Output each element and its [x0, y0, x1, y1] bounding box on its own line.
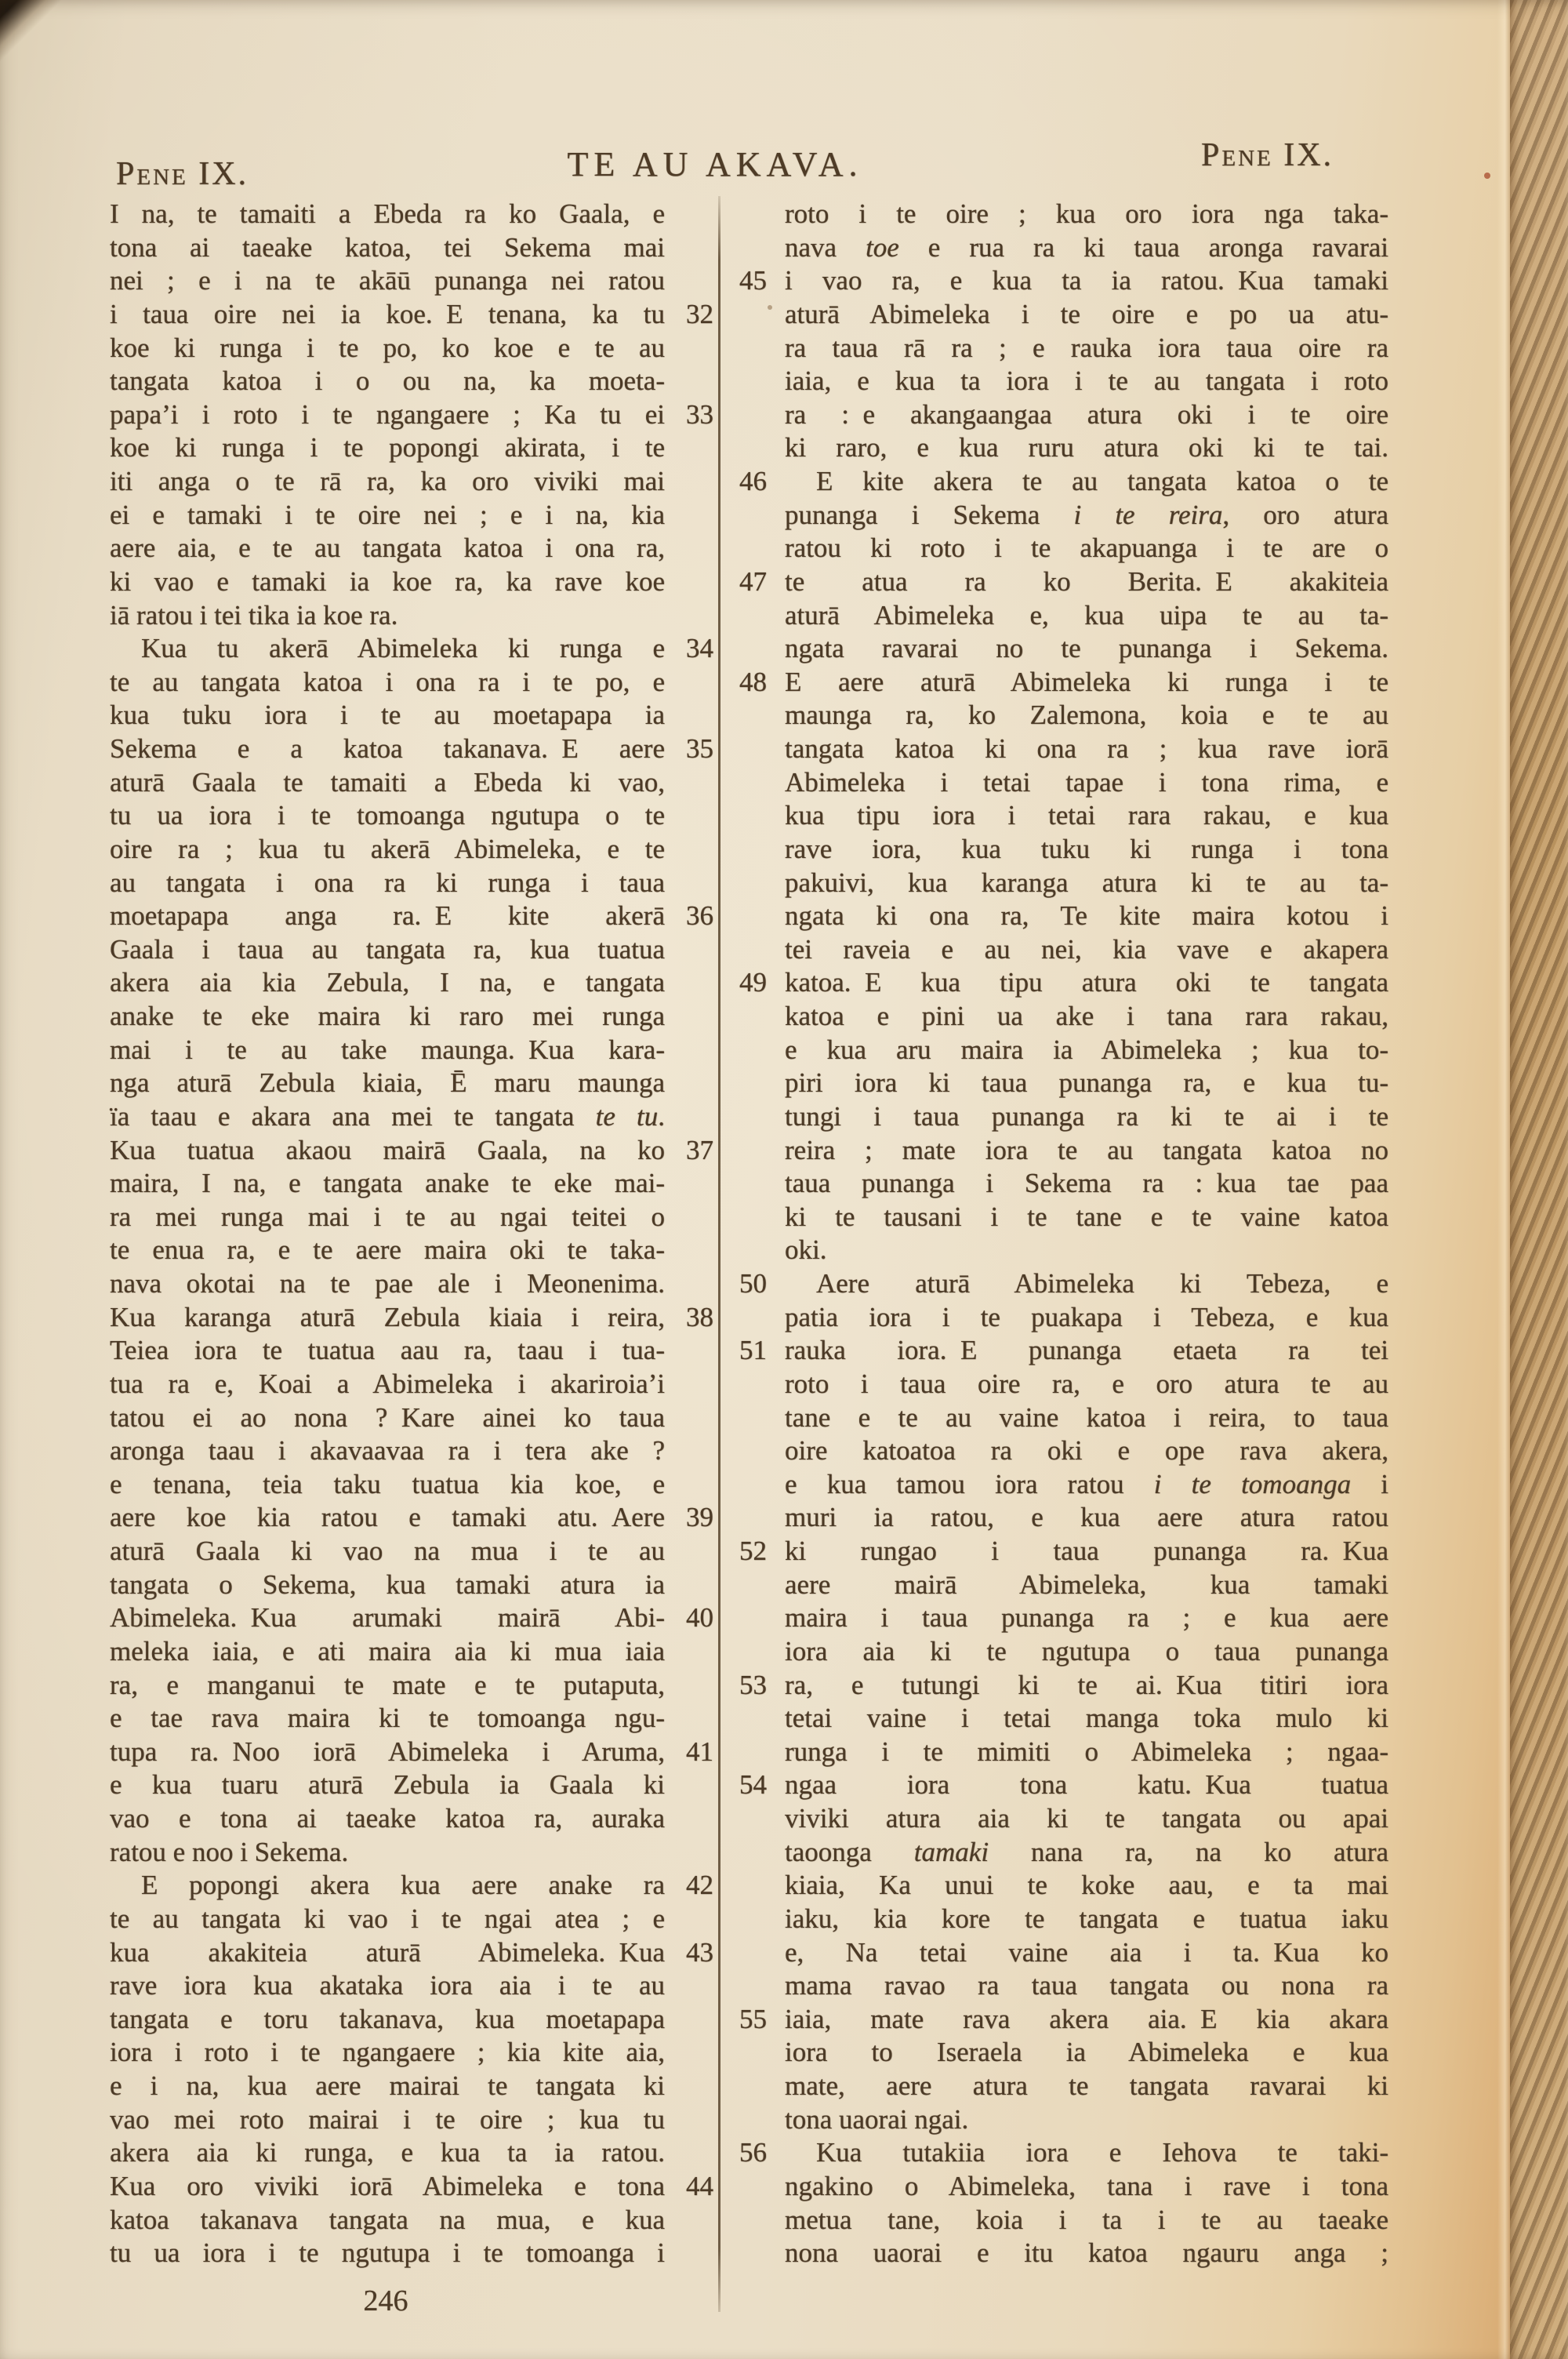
body-text: nga aturā Zebula kiaia, Ē maru maunga	[110, 1067, 665, 1099]
body-text: te au tangata ki vao i te ngai atea ; e	[110, 1903, 665, 1934]
body-text: katoa e pini ua ake i tana rara rakau,	[785, 1001, 1388, 1031]
text-line	[110, 1434, 665, 1468]
body-text: Gaala i taua au tangata ra, kua tuatua	[110, 933, 665, 965]
body-text: tetai vaine i tetai manga toka mulo ki	[785, 1703, 1388, 1734]
body-text: punanga i Sekema	[785, 499, 1074, 530]
body-text: oire katoatoa ra oki e ope rava akera,	[785, 1435, 1388, 1467]
body-text: koe ki runga i te popongi akirata, i te	[110, 432, 665, 463]
text-line	[739, 264, 1388, 298]
verse-number: 37	[686, 1134, 713, 1165]
body-text: nei ; e i na te akāū punanga nei ratou	[110, 265, 665, 296]
body-text: ki te tausani i te tane e te vaine katoa	[785, 1201, 1388, 1232]
verse-number: 32	[686, 298, 713, 329]
text-line	[785, 2036, 1388, 2070]
body-text: rave iora, kua tuku ki runga i tona	[785, 833, 1388, 864]
text-line	[785, 2103, 1388, 2137]
text-line	[110, 1000, 665, 1034]
body-text: Aere aturā Abimeleka ki Tebeza, e	[816, 1268, 1388, 1299]
text-line	[785, 799, 1388, 833]
body-text: ngakino o Abimeleka, tana i rave i tona	[785, 2170, 1388, 2201]
text-line	[739, 1669, 1388, 1703]
text-line	[110, 2036, 665, 2070]
body-text: tona ai taeake katoa, tei Sekema mai	[110, 231, 665, 263]
text-line	[110, 1768, 665, 1802]
text-line	[785, 365, 1388, 398]
body-text: tangata o Sekema, kua tamaki atura ia	[110, 1568, 665, 1600]
body-text: ngata ki ona ra, Te kite maira kotou i	[785, 900, 1388, 932]
body-text: akera aia kia Zebula, I na, e tangata	[110, 967, 665, 998]
text-line	[785, 1434, 1388, 1468]
text-line	[110, 699, 665, 732]
right-column	[739, 198, 1389, 2270]
text-line	[110, 2170, 713, 2204]
verse-number: 50	[739, 1268, 767, 1299]
verse-number: 35	[686, 733, 713, 764]
body-text: maira i taua punanga ra ; e kua aere	[785, 1602, 1388, 1634]
body-text: iora i roto i te ngangaere ; kia kite aia,	[110, 2037, 665, 2068]
page-corner-shadow	[0, 0, 86, 78]
text-line	[739, 2003, 1388, 2037]
text-line	[110, 1067, 665, 1100]
body-text: rave iora kua akataka iora aia i te au	[110, 1970, 665, 2001]
body-text: ra taua rā ra ; e rauka iora taua oire ra	[785, 332, 1388, 363]
body-text: E aere aturā Abimeleka ki runga i te	[785, 666, 1388, 697]
body-text: aere mairā Abimeleka, kua tamaki	[785, 1568, 1388, 1600]
text-line	[110, 1368, 665, 1401]
text-line	[785, 2170, 1388, 2204]
text-line	[785, 1568, 1388, 1602]
text-line	[785, 1100, 1388, 1134]
text-line	[110, 1267, 665, 1301]
body-text: ngata ravarai no te punanga i Sekema.	[785, 633, 1388, 664]
text-line	[785, 1601, 1388, 1635]
body-text: Kua karanga aturā Zebula kiaia i reira,	[110, 1301, 665, 1332]
text-line	[785, 1234, 1388, 1267]
text-line	[785, 499, 1388, 533]
body-text: E popongi akera kua aere anake ra	[141, 1870, 665, 1901]
text-line	[110, 198, 665, 231]
text-line	[110, 766, 665, 800]
text-line	[785, 1201, 1388, 1234]
body-text: roto i te oire ; kua oro iora nga taka-	[785, 198, 1388, 229]
text-line	[739, 1535, 1388, 1568]
text-line	[739, 966, 1388, 1000]
text-line	[110, 2204, 665, 2237]
text-line	[785, 532, 1388, 565]
text-line	[785, 632, 1388, 666]
text-line	[110, 231, 665, 265]
body-text: .	[658, 1100, 665, 1132]
text-line	[785, 1635, 1388, 1669]
text-line	[785, 1067, 1388, 1100]
text-line	[739, 565, 1388, 599]
text-line	[785, 1936, 1388, 1970]
text-line	[110, 599, 665, 633]
text-line	[785, 1167, 1388, 1201]
running-head-left: Pene IX.	[116, 156, 249, 192]
text-line	[110, 1969, 665, 2003]
text-line	[739, 1267, 1388, 1301]
body-text: pakuivi, kua karanga atura ki te au ta-	[785, 867, 1388, 898]
body-text: taoonga	[785, 1836, 914, 1867]
verse-number: 44	[686, 2170, 713, 2201]
body-text: e tenana, teia taku tuatua kia koe, e	[110, 1468, 665, 1499]
text-line	[110, 833, 665, 867]
text-line	[110, 431, 665, 465]
body-text: te atua ra ko Berita. E akakiteia	[785, 565, 1388, 597]
text-line	[110, 365, 665, 398]
text-line	[739, 666, 1388, 700]
body-text: kiaia, Ka unui te koke aau, e ta mai	[785, 1870, 1388, 1901]
text-line	[785, 431, 1388, 465]
body-text: Kua tuatua akaou mairā Gaala, na ko	[110, 1134, 665, 1165]
body-text: tona uaorai ngai.	[785, 2103, 969, 2135]
verse-number: 52	[739, 1536, 767, 1566]
text-line	[785, 599, 1388, 633]
body-text: aere aia, e te au tangata katoa i ona ra,	[110, 533, 665, 564]
text-line	[110, 298, 713, 332]
verse-number: 46	[739, 466, 767, 496]
verse-number: 51	[739, 1335, 767, 1366]
body-text: tei raveia e au nei, kia vave e akapera	[785, 933, 1388, 965]
body-text: vao e tona ai taeake katoa ra, auraka	[110, 1803, 665, 1834]
paper-speck	[1484, 173, 1490, 179]
text-line	[110, 1100, 665, 1134]
body-text: iti anga o te rā ra, ka oro viviki mai	[110, 466, 665, 496]
text-line	[110, 632, 713, 666]
body-text: akera aia ki runga, e kua ta ia ratou.	[110, 2137, 665, 2168]
text-line	[110, 2136, 665, 2170]
body-text: viviki atura aia ki te tangata ou apai	[785, 1803, 1388, 1834]
text-line	[110, 1201, 665, 1234]
verse-number: 55	[739, 2003, 767, 2034]
text-line	[110, 900, 713, 933]
body-text: aere koe kia ratou e tamaki atu. Aere	[110, 1502, 665, 1533]
body-text: tatou ei ao nona ? Kare ainei ko taua	[110, 1401, 665, 1433]
body-text: tu ua iora i te tomoanga ngutupa o te	[110, 800, 665, 831]
text-line	[785, 1501, 1388, 1535]
body-text: papa’i i roto i te ngangaere ; Ka tu ei	[110, 398, 665, 430]
body-text: tua ra e, Koai a Abimeleka i akariroia’i	[110, 1368, 665, 1399]
verse-number: 56	[739, 2137, 767, 2168]
body-text: aturā Gaala te tamaiti a Ebeda ki vao,	[110, 766, 665, 798]
text-line	[739, 1334, 1388, 1368]
body-text: ra, e manganui te mate e te putaputa,	[110, 1669, 665, 1700]
text-line	[110, 1568, 665, 1602]
body-text: meleka iaia, e ati maira aia ki mua iaia	[110, 1635, 665, 1667]
text-line	[785, 398, 1388, 432]
text-line	[110, 465, 665, 499]
text-line	[785, 332, 1388, 365]
text-line	[110, 1869, 713, 1903]
verse-number: 45	[739, 265, 767, 296]
body-text: nava okotai na te pae ale i Meonenima.	[110, 1268, 665, 1299]
body-text: tangata katoa i o ou na, ka moeta-	[110, 365, 665, 397]
text-line	[785, 732, 1388, 766]
body-text: e kua aru maira ia Abimeleka ; kua to-	[785, 1034, 1388, 1065]
text-line	[785, 2237, 1388, 2270]
body-text: kua tuku iora i te au moetapapa ia	[110, 700, 665, 731]
verse-number: 39	[686, 1502, 713, 1533]
text-line	[785, 1000, 1388, 1034]
body-text: nana ra, na ko atura	[989, 1836, 1389, 1867]
body-text: taua punanga i Sekema ra : kua tae paa	[785, 1168, 1388, 1199]
text-line	[110, 1903, 665, 1936]
text-line	[785, 766, 1388, 800]
body-text: nava	[785, 231, 866, 263]
body-text: au tangata i ona ra ki runga i taua	[110, 867, 665, 898]
body-text: e kua tamou iora ratou	[785, 1468, 1154, 1499]
body-text: kua tipu iora i tetai rara rakau, e kua	[785, 800, 1388, 831]
body-text: e kua tuaru aturā Zebula ia Gaala ki	[110, 1769, 665, 1801]
verse-number: 48	[739, 666, 767, 697]
text-line	[785, 1702, 1388, 1736]
text-line	[110, 1669, 665, 1703]
body-text: mate, aere atura te tangata ravarai ki	[785, 2070, 1388, 2101]
text-line	[110, 1334, 665, 1368]
body-text: te enua ra, e te aere maira oki te taka-	[110, 1234, 665, 1266]
text-line	[785, 1836, 1388, 1870]
body-text: ratou ki roto i te akapuanga i te are o	[785, 533, 1388, 564]
text-line	[110, 1401, 665, 1435]
body-text: Sekema e a katoa takanava. E aere	[110, 733, 665, 764]
body-text: anake te eke maira ki raro mei runga	[110, 1001, 665, 1031]
text-line	[110, 732, 713, 766]
body-text: i vao ra, e kua ta ia ratou. Kua tamaki	[785, 265, 1388, 296]
text-line	[785, 298, 1388, 332]
body-text: i taua oire nei ia koe. E tenana, ka tu	[110, 298, 665, 329]
text-line	[785, 900, 1388, 933]
text-line	[110, 264, 665, 298]
text-line	[110, 2070, 665, 2103]
text-line	[739, 465, 1388, 499]
body-text: e rua ra ki taua aronga ravarai	[898, 231, 1389, 263]
body-text: moetapapa anga ra. E kite akerā	[110, 900, 665, 932]
column-divider-rule	[718, 196, 720, 2312]
body-text: tupa ra. Noo iorā Abimeleka i Aruma,	[110, 1736, 665, 1767]
body-text: ra, e tutungi ki te ai. Kua titiri iora	[785, 1669, 1388, 1700]
body-text: tane e te au vaine katoa i reira, to taua	[785, 1401, 1388, 1433]
body-text: ngaa iora tona katu. Kua tuatua	[785, 1769, 1388, 1801]
text-line	[785, 1368, 1388, 1401]
text-line	[785, 1969, 1388, 2003]
text-line	[110, 532, 665, 565]
text-line	[110, 1936, 713, 1970]
body-text: rauka iora. E punanga etaeta ra tei	[785, 1335, 1388, 1366]
text-line	[785, 2070, 1388, 2103]
text-line	[785, 1401, 1388, 1435]
body-text: Abimeleka. Kua arumaki mairā Abi-	[110, 1602, 665, 1634]
text-line	[785, 699, 1388, 732]
text-line	[110, 1702, 665, 1736]
body-text: ki rungao i taua punanga ra. Kua	[785, 1536, 1388, 1566]
body-text: iaia, mate rava akera aia. E kia akara	[785, 2003, 1388, 2034]
verse-number: 54	[739, 1769, 767, 1801]
body-text: aturā Abimeleka e, kua uipa te au ta-	[785, 599, 1388, 631]
body-text: Teiea iora te tuatua aau ra, taau i tua-	[110, 1335, 665, 1366]
text-line	[110, 933, 665, 967]
text-line	[110, 565, 665, 599]
text-line	[785, 2204, 1388, 2237]
text-line	[110, 1167, 665, 1201]
body-text: ra : e akangaangaa atura oki i te oire	[785, 398, 1388, 430]
italic-text: i te tomoanga	[1153, 1468, 1352, 1499]
body-text: iaia, e kua ta iora i te au tangata i roto	[785, 365, 1388, 397]
text-line	[785, 1468, 1388, 1502]
body-text: aronga taau i akavaavaa ra i tera ake ?	[110, 1435, 665, 1467]
body-text: roto i taua oire ra, e oro atura te au	[785, 1368, 1388, 1399]
body-text: koe ki runga i te po, ko koe e te au	[110, 332, 665, 363]
body-text: ra mei runga mai i te au ngai teitei o	[110, 1201, 665, 1232]
text-line	[110, 1736, 713, 1769]
text-line	[110, 799, 665, 833]
running-head-title: TE AU AKAVA.	[567, 145, 863, 184]
body-text: maira, I na, e tangata anake te eke mai-	[110, 1168, 665, 1199]
body-text: ki raro, e kua ruru atura oki ki te tai.	[785, 432, 1388, 463]
body-text: tungi i taua punanga ra ki te ai i te	[785, 1100, 1388, 1132]
italic-text: i te reira	[1073, 499, 1223, 530]
body-text: runga i te mimiti o Abimeleka ; ngaa-	[785, 1736, 1388, 1767]
body-text: oire ra ; kua tu akerā Abimeleka, e te	[110, 833, 665, 864]
paper-speck	[768, 305, 772, 310]
verse-number: 34	[686, 633, 713, 664]
body-text: muri ia ratou, e kua aere atura ratou	[785, 1502, 1388, 1533]
body-text: patia iora i te puakapa i Tebeza, e kua	[785, 1301, 1388, 1332]
body-text: kua akakiteia aturā Abimeleka. Kua	[110, 1936, 665, 1968]
body-text: ratou e noo i Sekema.	[110, 1836, 349, 1867]
verse-number: 33	[686, 398, 713, 430]
verse-number: 40	[686, 1602, 713, 1634]
body-text: iora aia ki te ngutupa o taua punanga	[785, 1635, 1388, 1667]
text-line	[785, 1736, 1388, 1769]
text-line	[785, 1869, 1388, 1903]
text-line	[110, 1468, 665, 1502]
text-line	[785, 933, 1388, 967]
verse-number: 49	[739, 967, 767, 998]
body-text: tangata e toru takanava, kua moetapapa	[110, 2003, 665, 2034]
text-line	[110, 1836, 665, 1870]
body-text: mai i te au take maunga. Kua kara-	[110, 1034, 665, 1065]
text-line	[110, 867, 665, 900]
verse-number: 38	[686, 1301, 713, 1332]
body-text: ei e tamaki i te oire nei ; e i na, kia	[110, 499, 665, 530]
verse-number: 41	[686, 1736, 713, 1767]
body-text: reira ; mate iora te au tangata katoa no	[785, 1134, 1388, 1165]
verse-number: 42	[686, 1870, 713, 1901]
body-text: vao mei roto mairai i te oire ; kua tu	[110, 2103, 665, 2135]
body-text: metua tane, koia i ta i te au taeake	[785, 2204, 1388, 2235]
body-text: I na, te tamaiti a Ebeda ra ko Gaala, e	[110, 198, 665, 229]
body-text: ki vao e tamaki ia koe ra, ka rave koe	[110, 565, 665, 597]
body-text: Kua tutakiia iora e Iehova te taki-	[816, 2137, 1388, 2168]
text-line	[785, 1301, 1388, 1335]
text-line	[785, 833, 1388, 867]
verse-number: 53	[739, 1669, 767, 1700]
body-text: te au tangata katoa i ona ra i te po, e	[110, 666, 665, 697]
text-line	[739, 1768, 1388, 1802]
text-line	[110, 1501, 713, 1535]
text-line	[785, 1802, 1388, 1836]
italic-text: te tu	[595, 1100, 659, 1132]
body-text: iaku, kia kore te tangata e tuatua iaku	[785, 1903, 1388, 1934]
body-text: mama ravao ra taua tangata ou nona ra	[785, 1970, 1388, 2001]
body-text: iā ratou i tei tika ia koe ra.	[110, 599, 398, 631]
text-line	[739, 2136, 1388, 2170]
body-text: e, Na tetai vaine aia i ta. Kua ko	[785, 1936, 1388, 1968]
text-line	[110, 332, 665, 365]
body-text: e i na, kua aere mairai te tangata ki	[110, 2070, 665, 2101]
running-head-right: Pene IX.	[1201, 137, 1334, 173]
text-line	[110, 1601, 713, 1635]
body-text: e tae rava maira ki te tomoanga ngu-	[110, 1703, 665, 1734]
text-line	[110, 398, 713, 432]
text-line	[785, 867, 1388, 900]
text-line	[110, 966, 665, 1000]
body-text: katoa takanava tangata na mua, e kua	[110, 2204, 665, 2235]
body-text: Kua oro viviki iorā Abimeleka e tona	[110, 2170, 665, 2201]
text-line	[785, 1903, 1388, 1936]
text-line	[785, 1034, 1388, 1067]
text-line	[110, 666, 665, 700]
left-column	[110, 198, 713, 2270]
body-text: iora to Iseraela ia Abimeleka e kua	[785, 2037, 1388, 2068]
text-line	[110, 1234, 665, 1267]
body-text: aturā Abimeleka i te oire e po ua atu-	[785, 298, 1388, 329]
body-text: piri iora ki taua punanga ra, e kua tu-	[785, 1067, 1388, 1099]
text-line	[785, 1134, 1388, 1168]
body-text: Abimeleka i tetai tapae i tona rima, e	[785, 766, 1388, 798]
body-text: E kite akera te au tangata katoa o te	[816, 466, 1388, 496]
body-text: aturā Gaala ki vao na mua i te au	[110, 1536, 665, 1566]
italic-text: toe	[866, 231, 899, 263]
body-text: , oro atura	[1222, 499, 1389, 530]
text-line	[110, 2003, 665, 2037]
body-text: i	[1351, 1468, 1388, 1499]
body-text: ïa taau e akara ana mei te tangata	[110, 1100, 596, 1132]
text-line	[110, 1802, 665, 1836]
text-line	[110, 1535, 665, 1568]
text-line	[785, 198, 1388, 231]
body-text: oki.	[785, 1234, 827, 1266]
italic-text: tamaki	[913, 1836, 989, 1867]
body-text: maunga ra, ko Zalemona, koia e te au	[785, 700, 1388, 731]
text-line	[110, 499, 665, 533]
text-line	[110, 1635, 665, 1669]
page-number: 246	[363, 2284, 408, 2317]
body-text: tangata katoa ki ona ra ; kua rave iorā	[785, 733, 1388, 764]
text-line	[785, 231, 1388, 265]
text-line	[110, 1134, 713, 1168]
verse-number: 36	[686, 900, 713, 932]
book-fore-edge	[1510, 0, 1568, 2359]
body-text: katoa. E kua tipu atura oki te tangata	[785, 967, 1388, 998]
text-line	[110, 1034, 665, 1067]
text-line	[110, 2237, 665, 2270]
text-line	[110, 2103, 665, 2137]
text-line	[110, 1301, 713, 1335]
verse-number: 47	[739, 565, 767, 597]
body-text: tu ua iora i te ngutupa i te tomoanga i	[110, 2237, 665, 2269]
body-text: nona uaorai e itu katoa ngauru anga ;	[785, 2237, 1388, 2269]
body-text: Kua tu akerā Abimeleka ki runga e	[141, 633, 665, 664]
verse-number: 43	[686, 1936, 713, 1968]
